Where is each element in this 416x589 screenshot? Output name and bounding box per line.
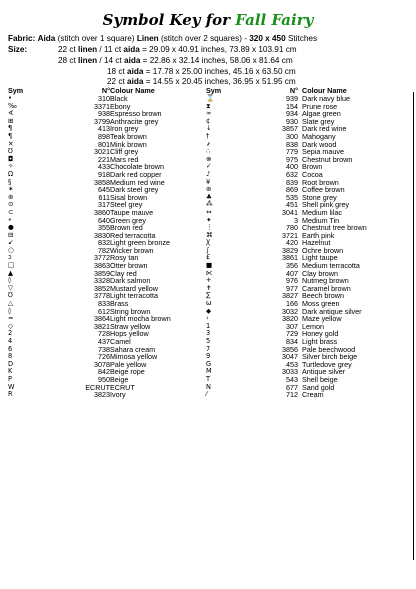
thread-number: 437 (98, 337, 110, 346)
symbol-icon: ◇ (8, 321, 14, 330)
colour-name: Turtledove grey (302, 359, 352, 369)
thread-number: 3821 (94, 321, 110, 331)
symbol-icon: ∴ (206, 147, 211, 156)
header-name: Colour Name (110, 86, 155, 95)
size-dims: = 22.86 x 32.14 inches, 58.06 x 81.64 cm (140, 56, 293, 65)
size-count: 18 ct (107, 67, 125, 76)
thread-number: 729 (286, 329, 298, 339)
thread-number: 632 (286, 169, 298, 179)
colour-name: Mimosa yellow (110, 352, 158, 362)
symbol-icon: ⁄ (206, 390, 208, 399)
symbol-icon: ≈ (8, 314, 14, 323)
size-label: Size: (8, 45, 28, 54)
colour-name: Lemon (302, 321, 324, 331)
symbol-icon: M (206, 367, 212, 376)
colour-name: Brown (302, 162, 323, 172)
size-line-3 (107, 67, 296, 77)
thread-number: 3830 (94, 230, 110, 240)
thread-number: 677 (286, 382, 298, 392)
symbol-icon: ∞ (206, 109, 212, 118)
symbol-icon: ◊ (8, 306, 12, 315)
colour-name: Hops yellow (110, 329, 149, 339)
colour-name: Algae green (302, 109, 341, 119)
colour-name: Beige (110, 374, 129, 384)
thread-number: 977 (286, 283, 298, 293)
symbol-icon: W (8, 382, 15, 391)
thread-number: 645 (98, 185, 110, 195)
thread-number: 3857 (282, 124, 298, 134)
colour-name: Caramel brown (302, 283, 351, 293)
colour-name: Pale beechwood (302, 344, 356, 354)
symbol-icon: 8 (8, 352, 13, 361)
colour-name: Beech brown (302, 291, 344, 301)
symbol-icon: £ (206, 253, 211, 262)
symbol-icon: ⁂ (206, 200, 213, 209)
symbol-icon: N (206, 382, 211, 391)
thread-number: 839 (286, 177, 298, 187)
symbol-icon: ⋉ (206, 268, 213, 277)
thread-number: 3033 (282, 367, 298, 377)
thread-number: 3078 (94, 359, 110, 369)
colour-name: Chestnut brown (302, 154, 353, 164)
thread-number: 3852 (94, 283, 110, 293)
symbol-icon: ◆ (206, 306, 212, 315)
size-line-2 (58, 56, 293, 66)
symbol-icon: + (206, 276, 212, 285)
symbol-icon: ⧗ (206, 101, 211, 110)
symbol-icon: ⸙ (206, 139, 211, 148)
title-name: Fall Fairy (235, 11, 314, 29)
symbol-icon: ¶ (8, 124, 13, 133)
thread-number: 355 (98, 223, 110, 233)
symbol-icon: G (206, 359, 212, 368)
size-sep: / 14 ct (97, 56, 125, 65)
colour-name: Maze yellow (302, 314, 342, 324)
thread-number: 453 (286, 359, 298, 369)
thread-number: 3823 (94, 390, 110, 400)
fabric-linen: Linen (136, 34, 159, 43)
thread-number: 3778 (94, 291, 110, 301)
symbol-icon: ‰ (8, 101, 17, 110)
symbol-icon: Ꭓ (206, 238, 211, 247)
colour-name: Clay brown (302, 268, 338, 278)
colour-name: Steel grey (110, 200, 143, 210)
fabric-stitches: 320 x 450 (249, 34, 286, 43)
colour-name: Stone grey (302, 192, 337, 202)
colour-name: Taupe mauve (110, 207, 154, 217)
symbol-table-left (8, 86, 208, 399)
thread-number: 842 (98, 367, 110, 377)
symbol-icon: ▽ (8, 283, 14, 292)
size-mat1: linen (78, 45, 98, 54)
colour-name: Espresso brown (110, 109, 162, 119)
colour-name: Ochre brown (302, 245, 344, 255)
thread-number: 930 (286, 116, 298, 126)
size-line-1 (8, 45, 297, 55)
colour-name: Ebony (110, 101, 131, 111)
colour-name: Teak brown (110, 131, 147, 141)
table-row (206, 391, 411, 399)
symbol-icon: D (8, 359, 14, 368)
symbol-icon: ♣ (206, 192, 212, 201)
size-mat2: aida (127, 77, 144, 86)
colour-name: Hazelnut (302, 238, 331, 248)
fabric-aida-note: (stitch over 1 square) (57, 34, 135, 43)
thread-number: 728 (98, 329, 110, 339)
thread-number: 3047 (282, 352, 298, 362)
colour-name: ECRUT (110, 382, 135, 392)
thread-number: 433 (98, 162, 110, 172)
thread-number: 782 (98, 245, 110, 255)
thread-number: 869 (286, 185, 298, 195)
colour-name: Beige rope (110, 367, 145, 377)
symbol-icon: 4 (8, 337, 13, 345)
colour-name: Rosy tan (110, 253, 139, 263)
symbol-icon: ω (206, 299, 212, 308)
thread-number: 3799 (94, 116, 110, 126)
colour-name: Medium terracotta (302, 261, 360, 271)
symbol-icon: ∢ (8, 109, 14, 118)
colour-name: Sahara cream (110, 344, 156, 354)
fabric-stitches-word: Stitches (287, 34, 318, 43)
colour-name: Ivory (110, 390, 126, 400)
symbol-icon: ⇔ (206, 207, 212, 216)
symbol-icon: 7 (206, 344, 211, 353)
symbol-icon: ⊂ (8, 207, 14, 216)
colour-name: Light brass (302, 337, 338, 346)
colour-name: Iron grey (110, 124, 139, 134)
symbol-icon: 2 (8, 329, 13, 338)
symbol-icon: ↙ (8, 238, 14, 247)
symbol-icon: ⌘ (206, 230, 213, 239)
symbol-icon: ♪ (206, 169, 211, 178)
thread-number: 407 (286, 268, 298, 278)
colour-name: Dark salmon (110, 276, 151, 286)
symbol-icon: § (8, 177, 12, 186)
thread-number: 3864 (94, 314, 110, 324)
colour-name: Brass (110, 299, 129, 309)
colour-name: Chestnut tree brown (302, 223, 367, 233)
thread-number: 300 (286, 131, 298, 141)
thread-number: 3021 (94, 147, 110, 157)
symbol-icon: ■ (206, 261, 213, 270)
size-count: 22 ct (58, 45, 76, 54)
size-dims: = 14.55 x 20.45 inches, 36.95 x 51.95 cm (143, 77, 296, 86)
colour-name: Black (110, 94, 128, 103)
fabric-line (8, 34, 317, 44)
fabric-aida: Aida (37, 34, 56, 43)
colour-name: Cocoa (302, 169, 323, 179)
symbol-icon: ⊙ (8, 200, 14, 209)
colour-name: Straw yellow (110, 321, 151, 331)
title-prefix: Symbol Key for (102, 11, 236, 29)
thread-number: 832 (98, 238, 110, 248)
symbol-icon: ⊞ (8, 116, 14, 125)
thread-number: 3041 (282, 207, 298, 217)
table-row (8, 391, 208, 399)
colour-name: Honey gold (302, 329, 339, 339)
symbol-icon: ✕ (8, 139, 14, 148)
symbol-icon: P (8, 374, 12, 383)
colour-name: Medium red wine (110, 177, 165, 187)
thread-number: 400 (286, 162, 298, 172)
colour-name: Cliff grey (110, 147, 139, 157)
thread-number: 612 (98, 306, 110, 316)
thread-number: 834 (286, 337, 298, 346)
thread-number: 3 (294, 215, 298, 225)
thread-number: 317 (98, 200, 110, 210)
thread-number: 833 (98, 299, 110, 309)
colour-name: Pale yellow (110, 359, 147, 369)
size-count: 22 ct (107, 77, 125, 86)
symbol-icon: R (8, 390, 13, 399)
colour-name: Brown red (110, 223, 143, 233)
header-sym: Sym (8, 86, 24, 95)
thread-number: 3859 (94, 268, 110, 278)
thread-number: 3858 (94, 177, 110, 187)
thread-number: 838 (286, 139, 298, 149)
thread-number: 918 (98, 169, 110, 179)
size-mat1: linen (78, 56, 98, 65)
symbol-icon: K (8, 367, 13, 376)
colour-name: Medium Tin (302, 215, 340, 225)
page-title (0, 11, 416, 29)
symbol-icon: ✦ (206, 215, 212, 224)
colour-name: Chocolate brown (110, 162, 164, 172)
symbol-icon: ⁌ (8, 215, 12, 224)
thread-number: 543 (286, 374, 298, 384)
thread-number: 310 (98, 94, 110, 103)
thread-number: 726 (98, 352, 110, 362)
symbol-icon: † (206, 131, 210, 140)
symbol-icon: Ω (8, 169, 14, 178)
thread-number: 950 (98, 374, 110, 384)
symbol-icon: ∑ (206, 291, 211, 300)
divider-line (413, 92, 414, 560)
thread-number: 738 (98, 344, 110, 354)
colour-name: Green grey (110, 215, 146, 225)
thread-number: 640 (98, 215, 110, 225)
thread-number: 712 (286, 390, 298, 400)
symbol-icon: 5 (206, 337, 211, 345)
symbol-icon: ◘ (8, 154, 14, 163)
thread-number: 3772 (94, 253, 110, 263)
symbol-icon: ℧ (8, 291, 14, 300)
symbol-icon: ⊗ (206, 154, 212, 163)
header-name: Colour Name (302, 86, 347, 95)
colour-name: String brown (110, 306, 151, 316)
colour-name: Camel (110, 337, 131, 346)
header-num: N° (101, 86, 110, 95)
symbol-table-right (206, 86, 411, 399)
thread-number: 611 (98, 192, 110, 202)
symbol-icon: ↄ (8, 253, 12, 262)
thread-number: 3328 (94, 276, 110, 286)
symbol-icon: 3 (206, 329, 211, 338)
colour-name: Shell pink grey (302, 200, 350, 210)
colour-name: Nutmeg brown (302, 276, 349, 286)
colour-name: Sepia mauve (302, 147, 344, 157)
size-mat2: aida (123, 45, 140, 54)
symbol-icon: T (206, 374, 211, 383)
thread-number: ECRUT (85, 382, 110, 392)
thread-number: 3861 (282, 253, 298, 263)
colour-name: Mink brown (110, 139, 147, 149)
symbol-icon: ¥ (206, 177, 211, 186)
thread-number: 3863 (94, 261, 110, 271)
symbol-icon: □ (8, 261, 15, 270)
colour-name: Light mocha brown (110, 314, 171, 324)
colour-name: Medium lilac (302, 207, 342, 217)
colour-name: Mustard yellow (110, 283, 158, 293)
symbol-icon: ↓ (206, 124, 212, 133)
thread-number: 898 (98, 131, 110, 141)
thread-number: 3032 (282, 306, 298, 316)
symbol-icon: ¶ (8, 131, 13, 140)
colour-name: Dark navy blue (302, 94, 350, 103)
colour-name: Red terracotta (110, 230, 156, 240)
colour-name: Light taupe (302, 253, 338, 263)
size-dims: = 17.78 x 25.00 inches, 45.16 x 63.50 cm (143, 67, 296, 76)
thread-number: 356 (286, 261, 298, 271)
thread-number: 939 (286, 94, 298, 103)
colour-name: Dark antique silver (302, 306, 362, 316)
symbol-icon: ⊛ (206, 185, 212, 194)
colour-name: Dark wood (302, 139, 337, 149)
thread-number: 934 (286, 109, 298, 119)
colour-name: Silver birch beige (302, 352, 358, 362)
thread-number: 976 (286, 276, 298, 286)
thread-number: 221 (98, 154, 110, 164)
colour-name: Shell beige (302, 374, 338, 384)
colour-name: Mahogany (302, 131, 336, 141)
thread-number: 801 (98, 139, 110, 149)
symbol-icon: 6 (8, 344, 13, 353)
fabric-linen-note: (stitch over 2 squares) - (160, 34, 247, 43)
symbol-icon: ∫ (206, 245, 210, 254)
thread-number: 779 (286, 147, 298, 157)
symbol-icon: ⊟ (8, 230, 14, 239)
size-sep: / 11 ct (97, 45, 124, 54)
colour-name: Dark steel grey (110, 185, 159, 195)
colour-name: Moss green (302, 299, 340, 309)
fabric-label: Fabric: (8, 34, 36, 43)
size-count: 28 ct (58, 56, 76, 65)
colour-name: Prune rose (302, 101, 338, 111)
thread-number: 3371 (94, 101, 110, 111)
thread-number: 3827 (282, 291, 298, 301)
symbol-icon: ▲ (8, 268, 14, 277)
colour-name: Cream (302, 390, 324, 400)
symbol-icon: 1 (206, 321, 211, 330)
thread-number: 413 (98, 124, 110, 134)
colour-name: Otter brown (110, 261, 148, 271)
symbol-icon: ℧ (8, 147, 14, 156)
thread-number: 3829 (282, 245, 298, 255)
colour-name: Coffee brown (302, 185, 345, 195)
colour-name: Dark red wine (302, 124, 347, 134)
symbol-icon: △ (8, 299, 14, 308)
symbol-icon: • (8, 94, 12, 102)
thread-number: 307 (286, 321, 298, 331)
thread-number: 535 (286, 192, 298, 202)
symbol-icon: ⌛ (206, 94, 215, 102)
thread-number: 3820 (282, 314, 298, 324)
thread-number: 938 (98, 109, 110, 119)
thread-number: 451 (286, 200, 298, 210)
symbol-icon: ● (8, 223, 14, 232)
header-sym: Sym (206, 86, 222, 95)
symbol-icon: ‹ (206, 314, 209, 323)
symbol-icon: ✧ (8, 162, 14, 171)
symbol-icon: ✝ (206, 283, 212, 292)
symbol-icon: ✓ (206, 162, 212, 171)
symbol-icon: ✶ (8, 185, 14, 194)
colour-name: Sisal brown (110, 192, 148, 202)
thread-number: 780 (286, 223, 298, 233)
thread-number: 3856 (282, 344, 298, 354)
symbol-icon: ○ (8, 245, 14, 254)
thread-number: 3721 (282, 230, 298, 240)
thread-number: 154 (286, 101, 298, 111)
colour-name: Slate grey (302, 116, 335, 126)
colour-name: Light green bronze (110, 238, 170, 248)
colour-name: Earth pink (302, 230, 335, 240)
colour-name: Sand gold (302, 382, 335, 392)
size-mat2: aida (127, 67, 144, 76)
size-dims: = 29.09 x 40.91 inches, 73.89 x 103.91 cm (139, 45, 297, 54)
colour-name: Wicker brown (110, 245, 154, 255)
thread-number: 166 (286, 299, 298, 309)
symbol-icon: ◊ (8, 276, 12, 285)
symbol-icon: 9 (206, 352, 211, 361)
colour-name: Dark red copper (110, 169, 162, 179)
colour-name: Light terracotta (110, 291, 158, 301)
colour-name: Root brown (302, 177, 339, 187)
colour-name: Anthracite grey (110, 116, 159, 126)
symbol-icon: ¢ (206, 116, 211, 125)
colour-name: Mars red (110, 154, 139, 164)
thread-number: 3860 (94, 207, 110, 217)
thread-number: 420 (286, 238, 298, 248)
colour-name: Antique silver (302, 367, 346, 377)
symbol-icon: ⋮ (206, 223, 213, 232)
symbol-icon: ⊛ (8, 192, 14, 201)
size-mat2: aida (124, 56, 141, 65)
header-num: N° (289, 86, 298, 95)
colour-name: Clay red (110, 268, 137, 278)
thread-number: 975 (286, 154, 298, 164)
